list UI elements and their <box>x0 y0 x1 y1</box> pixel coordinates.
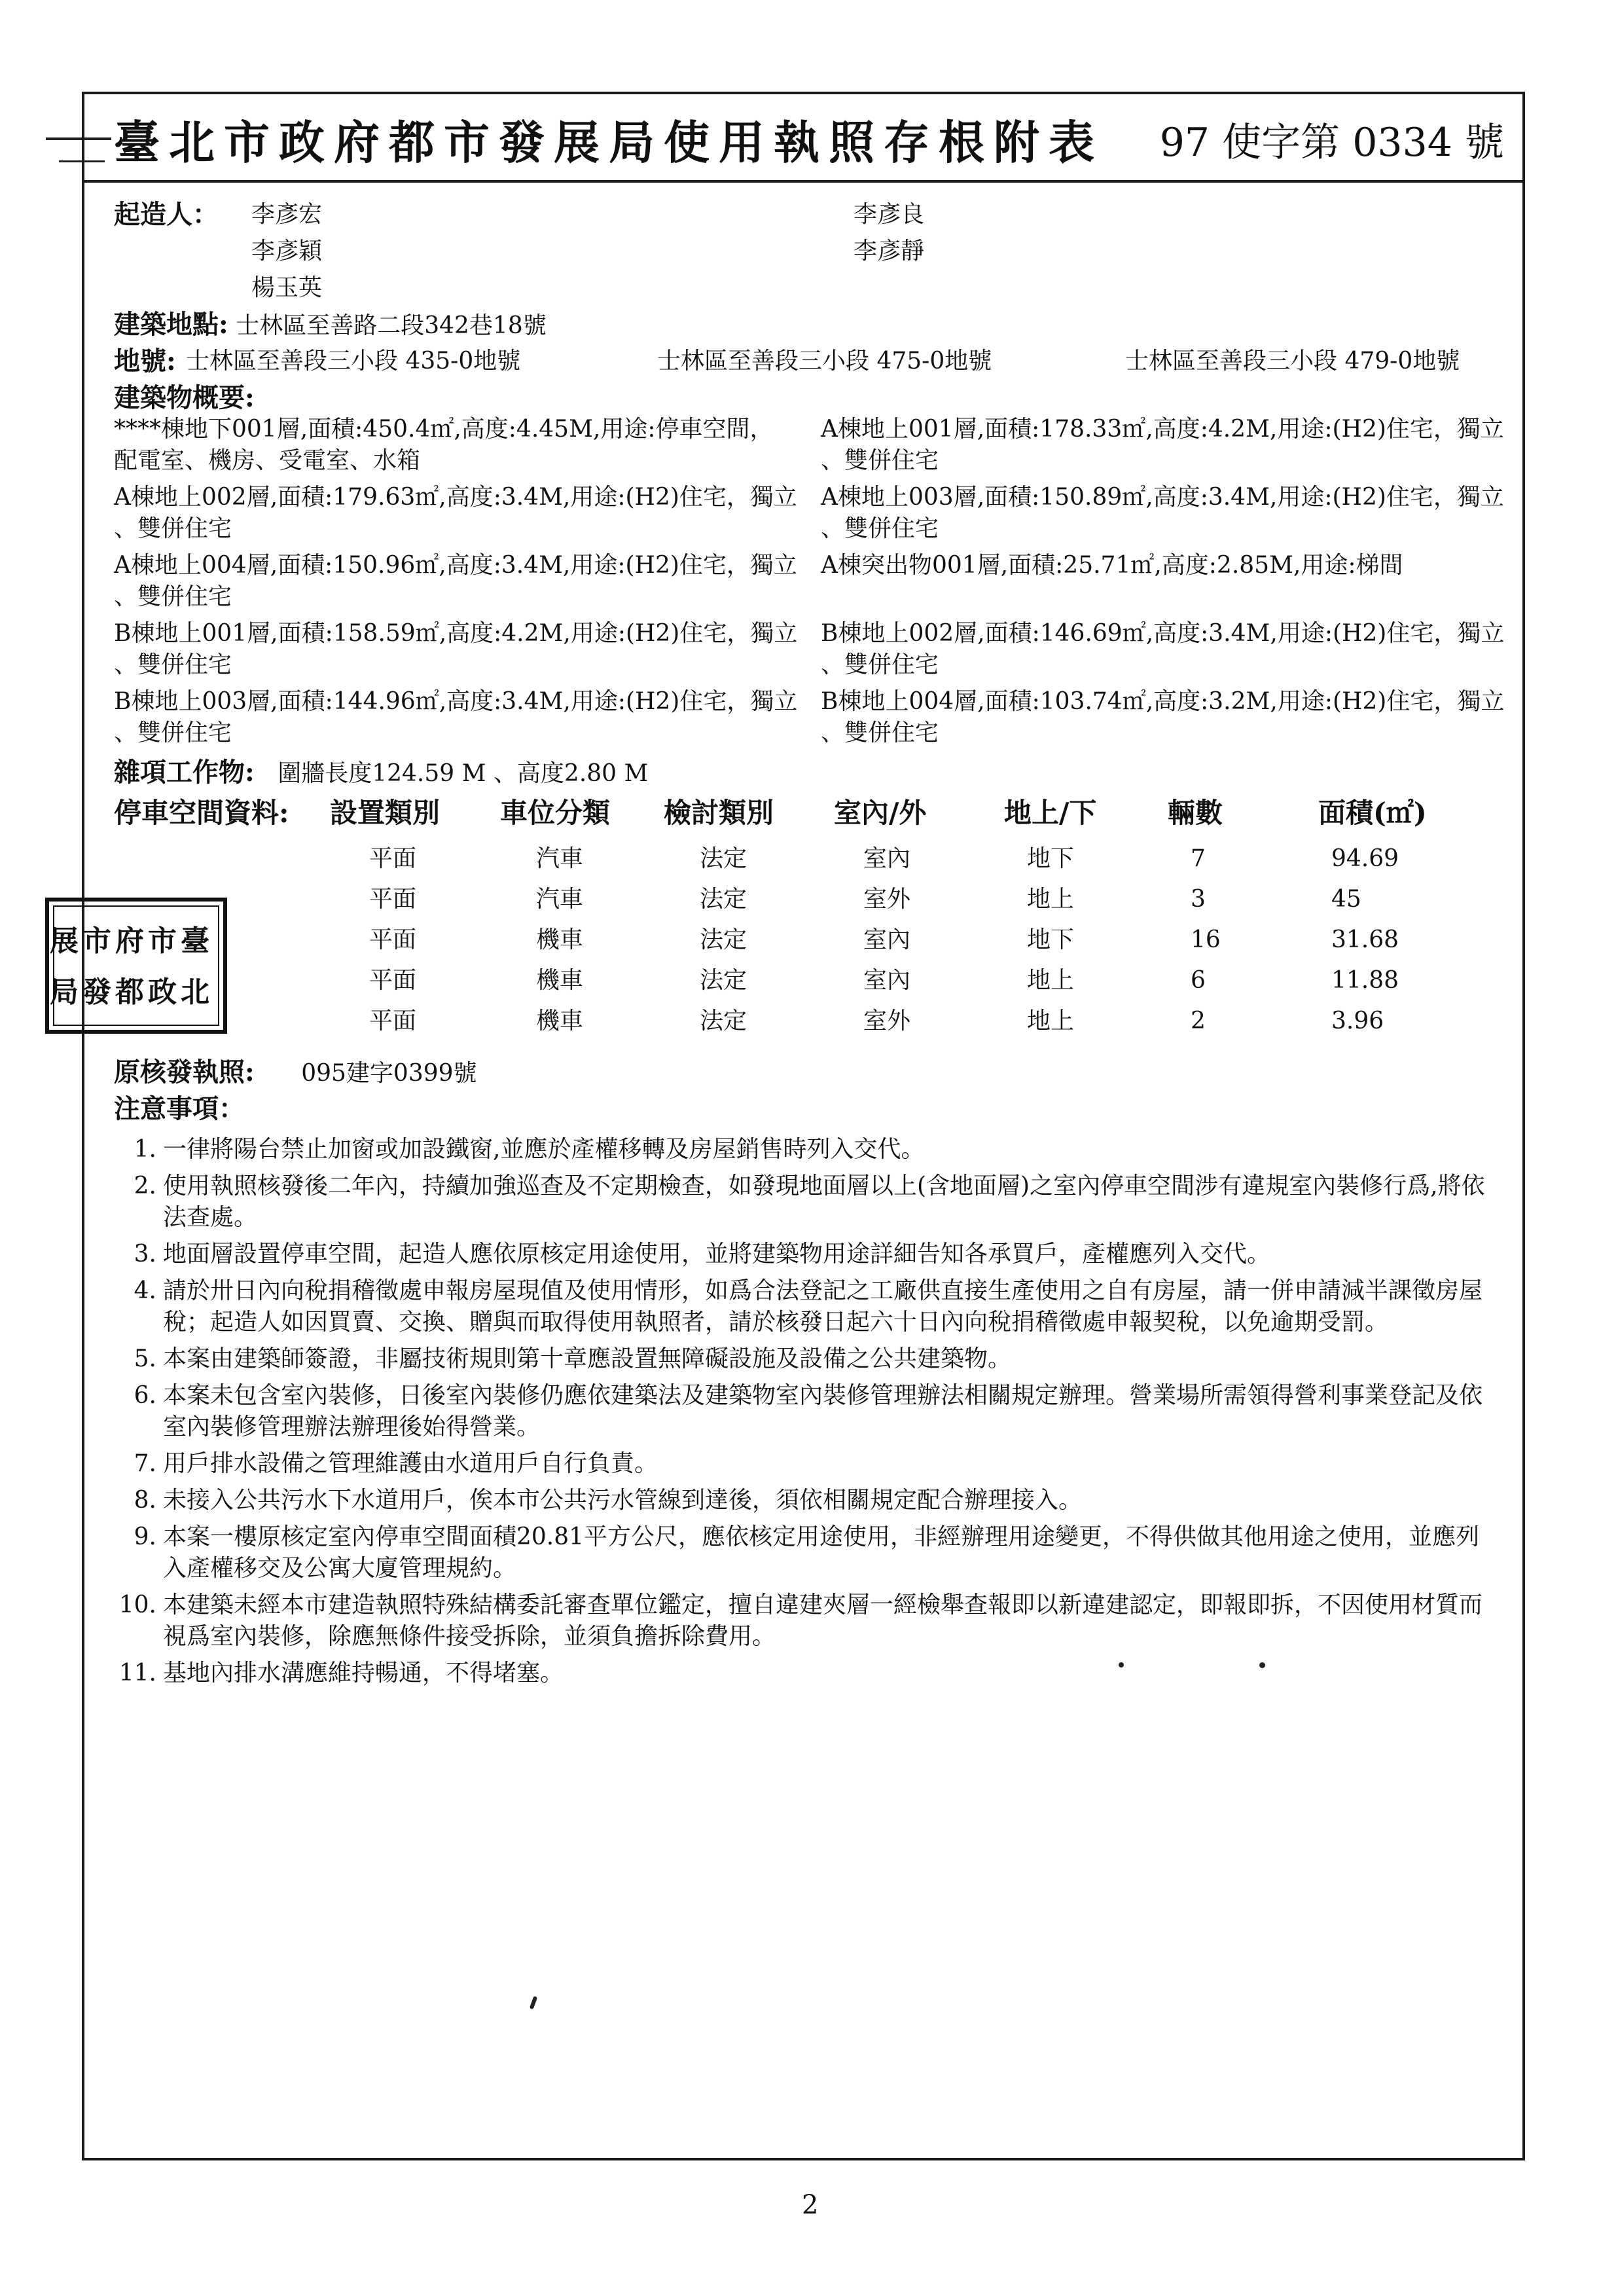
document-frame <box>82 92 1525 2160</box>
parking-cell: 94.69 <box>1331 845 1399 872</box>
parking-cell: 平面 <box>369 845 417 872</box>
document-title: 臺北市政府都市發展局使用執照存根附表 <box>114 115 1104 170</box>
parking-row <box>114 961 1501 1002</box>
note-item <box>117 1171 1498 1233</box>
misc-row <box>114 757 1501 793</box>
building-floor-left-cont: 、雙併住宅 <box>114 651 232 678</box>
note-text: 請於卅日內向稅捐稽徵處申報房屋現值及使用情形，如爲合法登記之工廠供直接生產使用之自有房屋，請一併申請減半課徵房屋稅；起造人如因買賣、交換、贈與而取得使用執照者，請於核發日起六十日內向稅捐稽徵處申報契稅，以免逾期受罰。 <box>163 1277 1483 1336</box>
parking-label: 停車空間資料: <box>114 797 289 829</box>
applicant-name: 李彥穎 <box>251 238 323 264</box>
building-floor-right-cont: 、雙併住宅 <box>821 720 939 746</box>
parking-col-header: 車位分類 <box>500 797 611 829</box>
parking-cell: 地下 <box>1027 845 1075 872</box>
note-item <box>117 1448 1498 1480</box>
parking-cell: 2 <box>1191 1008 1206 1034</box>
building-floor-left: B棟地上003層,面積:144.96㎡,高度:3.4M,用途:(H2)住宅，獨立 <box>114 688 798 715</box>
official-seal-icon <box>45 897 228 1034</box>
notes-label-row <box>114 1093 1501 1130</box>
seal-glyph: 市 <box>82 924 111 958</box>
parking-col-header: 面積(㎡) <box>1318 797 1427 829</box>
parking-cell: 3.96 <box>1331 1008 1384 1034</box>
note-text: 本案由建築師簽證，非屬技術規則第十章應設置無障礙設施及設備之公共建築物。 <box>163 1345 1012 1372</box>
applicant-name: 李彥良 <box>854 201 925 228</box>
lot-number: 士林區至善段三小段 435-0地號 <box>186 348 521 374</box>
building-floor-right-cont: 、雙併住宅 <box>821 447 939 474</box>
note-number: 11. <box>118 1660 156 1686</box>
note-item <box>117 1590 1498 1652</box>
applicant-name: 李彥宏 <box>251 201 323 228</box>
applicants-label: 起造人： <box>114 199 219 230</box>
note-text: 地面層設置停車空間，起造人應依原核定用途使用，並將建築物用途詳細告知各承買戶，產權應列入交代。 <box>163 1241 1271 1267</box>
note-item <box>117 1275 1498 1338</box>
note-text: 使用執照核發後二年內，持續加強巡查及不定期檢查，如發現地面層以上(含地面層)之室內停車空間涉有違規室內裝修行爲,將依法查處。 <box>163 1173 1485 1231</box>
site-row <box>114 309 1501 346</box>
scan-speck <box>1119 1662 1124 1667</box>
parking-cell: 平面 <box>369 967 417 994</box>
note-item <box>117 1380 1498 1443</box>
parking-cell: 機車 <box>536 967 584 994</box>
parking-cell: 汽車 <box>536 845 584 872</box>
parking-cell: 7 <box>1191 845 1206 872</box>
seal-glyph: 政 <box>148 975 177 1009</box>
note-text: 用戶排水設備之管理維護由水道用戶自行負責。 <box>163 1450 658 1477</box>
parking-cell: 平面 <box>369 1008 417 1034</box>
applicant-name: 李彥靜 <box>854 238 925 264</box>
parking-col-header: 檢討類別 <box>664 797 774 829</box>
note-number: 3. <box>134 1241 156 1267</box>
parking-cell: 平面 <box>369 886 417 913</box>
building-floor-left-cont: 配電室、機房、受電室、水箱 <box>114 447 421 474</box>
parking-cell: 室內 <box>863 926 911 953</box>
note-text: 本案未包含室內裝修，日後室內裝修仍應依建築法及建築物室內裝修管理辦法相關規定辦理。營業場所需領得營利事業登記及依室內裝修管理辦法辦理後始得營業。 <box>163 1382 1483 1440</box>
scan-speck <box>1259 1662 1265 1668</box>
note-item <box>117 1522 1498 1584</box>
building-floor-left: ****棟地下001層,面積:450.4㎡,高度:4.45M,用途:停車空間， <box>114 416 774 443</box>
note-number: 2. <box>134 1173 156 1199</box>
parking-cell: 法定 <box>700 967 747 994</box>
parking-cell: 機車 <box>536 1008 584 1034</box>
parking-col-header: 室內/外 <box>834 797 927 829</box>
parking-cell: 法定 <box>700 886 747 913</box>
parking-cell: 平面 <box>369 926 417 953</box>
parking-cell: 45 <box>1331 886 1361 913</box>
building-floor-left-cont: 、雙併住宅 <box>114 515 232 542</box>
original-permit-label: 原核發執照: <box>114 1057 255 1087</box>
parking-header <box>114 793 1501 839</box>
building-row <box>114 686 1505 754</box>
applicants-row <box>114 199 1501 236</box>
parking-table <box>114 839 1501 1042</box>
building-label: 建築物概要: <box>114 382 255 413</box>
seal-glyph: 局 <box>50 975 79 1009</box>
misc-value: 圍牆長度124.59 M 、高度2.80 M <box>278 760 649 787</box>
building-floor-left-cont: 、雙併住宅 <box>114 720 232 746</box>
building-label-row <box>114 382 1501 414</box>
site-label: 建築地點: <box>114 309 228 340</box>
parking-cell: 法定 <box>700 1008 747 1034</box>
permit-number: 97 使字第 0334 號 <box>1159 120 1504 166</box>
parking-row <box>114 880 1501 920</box>
lots-row <box>114 346 1501 382</box>
building-floor-left: A棟地上002層,面積:179.63㎡,高度:3.4M,用途:(H2)住宅，獨立 <box>114 484 797 511</box>
applicants-row <box>114 236 1501 272</box>
parking-col-header: 設置類別 <box>330 797 440 829</box>
building-floor-right: B棟地上004層,面積:103.74㎡,高度:3.2M,用途:(H2)住宅，獨立 <box>821 688 1505 715</box>
parking-cell: 室外 <box>863 1008 911 1034</box>
building-summary <box>114 414 1505 754</box>
parking-cell: 汽車 <box>536 886 584 913</box>
parking-cell: 6 <box>1191 967 1206 994</box>
misc-label: 雜項工作物: <box>114 757 255 788</box>
document-body <box>114 199 1505 1694</box>
building-row <box>114 618 1505 686</box>
building-floor-right-cont: 、雙併住宅 <box>821 651 939 678</box>
original-permit-row <box>114 1057 1501 1093</box>
building-floor-right: A棟地上001層,面積:178.33㎡,高度:4.2M,用途:(H2)住宅，獨立 <box>821 416 1504 443</box>
parking-row <box>114 839 1501 880</box>
note-text: 未接入公共污水下水道用戶，俟本市公共污水管線到達後，須依相關規定配合辦理接入。 <box>163 1487 1083 1514</box>
building-floor-right: A棟突出物001層,面積:25.71㎡,高度:2.85M,用途:梯間 <box>821 552 1403 579</box>
building-row <box>114 550 1501 618</box>
seal-glyph: 發 <box>82 975 111 1009</box>
note-text: 基地內排水溝應維持暢通，不得堵塞。 <box>163 1660 564 1686</box>
original-permit-value: 095建字0399號 <box>301 1060 477 1087</box>
parking-cell: 法定 <box>700 926 747 953</box>
note-text: 一律將陽台禁止加窗或加設鐵窗,並應於產權移轉及房屋銷售時列入交代。 <box>163 1136 925 1163</box>
page-number: 2 <box>802 2190 819 2220</box>
notes-label: 注意事項： <box>114 1093 245 1124</box>
building-row <box>114 482 1504 550</box>
parking-cell: 地上 <box>1027 967 1075 994</box>
building-floor-left: B棟地上001層,面積:158.59㎡,高度:4.2M,用途:(H2)住宅，獨立 <box>114 620 798 647</box>
note-text: 本案一樓原核定室內停車空間面積20.81平方公尺，應依核定用途使用，非經辦理用途變更，不得供做其他用途之使用，並應列入產權移交及公寓大廈管理規約。 <box>163 1523 1480 1582</box>
seal-glyph: 北 <box>181 975 209 1009</box>
parking-cell: 機車 <box>536 926 584 953</box>
notes-list <box>114 1134 1498 1689</box>
building-floor-right-cont: 、雙併住宅 <box>821 515 939 542</box>
parking-cell: 室內 <box>863 845 911 872</box>
note-item <box>117 1485 1498 1516</box>
document-header <box>84 94 1522 183</box>
parking-col-header: 地上/下 <box>1004 797 1097 829</box>
building-row <box>114 414 1504 482</box>
note-item <box>117 1343 1498 1375</box>
note-item <box>117 1658 1498 1689</box>
site-value: 士林區至善路二段342巷18號 <box>236 312 547 339</box>
lots-label: 地號: <box>114 346 176 376</box>
seal-glyph: 府 <box>115 924 144 958</box>
building-floor-right: B棟地上002層,面積:146.69㎡,高度:3.4M,用途:(H2)住宅，獨立 <box>821 620 1505 647</box>
building-floor-right: A棟地上003層,面積:150.89㎡,高度:3.4M,用途:(H2)住宅，獨立 <box>821 484 1504 511</box>
note-number: 5. <box>134 1345 156 1372</box>
note-number: 9. <box>134 1523 156 1550</box>
parking-cell: 地上 <box>1027 1008 1075 1034</box>
note-number: 4. <box>134 1277 156 1304</box>
scan-speck <box>530 1996 537 2010</box>
applicants-row <box>114 272 1501 309</box>
note-number: 7. <box>134 1450 156 1477</box>
seal-glyph: 臺 <box>181 924 209 958</box>
note-number: 10. <box>118 1592 156 1618</box>
parking-col-header: 輛數 <box>1168 797 1223 829</box>
parking-cell: 31.68 <box>1331 926 1399 953</box>
note-number: 1. <box>134 1136 156 1163</box>
note-item <box>117 1134 1498 1165</box>
applicant-name: 楊玉英 <box>251 274 323 301</box>
parking-cell: 地上 <box>1027 886 1075 913</box>
building-floor-left: A棟地上004層,面積:150.96㎡,高度:3.4M,用途:(H2)住宅，獨立 <box>114 552 797 579</box>
parking-cell: 室內 <box>863 967 911 994</box>
note-item <box>117 1239 1498 1270</box>
seal-glyph: 都 <box>115 975 144 1009</box>
seal-glyph: 市 <box>148 924 177 958</box>
parking-cell: 16 <box>1191 926 1221 953</box>
lot-number: 士林區至善段三小段 479-0地號 <box>1125 348 1460 374</box>
parking-row <box>114 920 1501 961</box>
parking-cell: 室外 <box>863 886 911 913</box>
parking-cell: 11.88 <box>1331 967 1399 994</box>
building-floor-left-cont: 、雙併住宅 <box>114 583 232 610</box>
seal-glyph: 展 <box>50 924 79 958</box>
parking-cell: 地下 <box>1027 926 1075 953</box>
note-number: 8. <box>134 1487 156 1514</box>
note-number: 6. <box>134 1382 156 1409</box>
parking-cell: 3 <box>1191 886 1206 913</box>
lot-number: 士林區至善段三小段 475-0地號 <box>657 348 992 374</box>
parking-cell: 法定 <box>700 845 747 872</box>
note-text: 本建築未經本市建造執照特殊結構委託審查單位鑑定，擅自違建夾層一經檢舉查報即以新違建認定，即報即拆，不因使用材質而視爲室內裝修，除應無條件接受拆除，並須負擔拆除費用。 <box>163 1592 1483 1650</box>
parking-row <box>114 1002 1501 1042</box>
